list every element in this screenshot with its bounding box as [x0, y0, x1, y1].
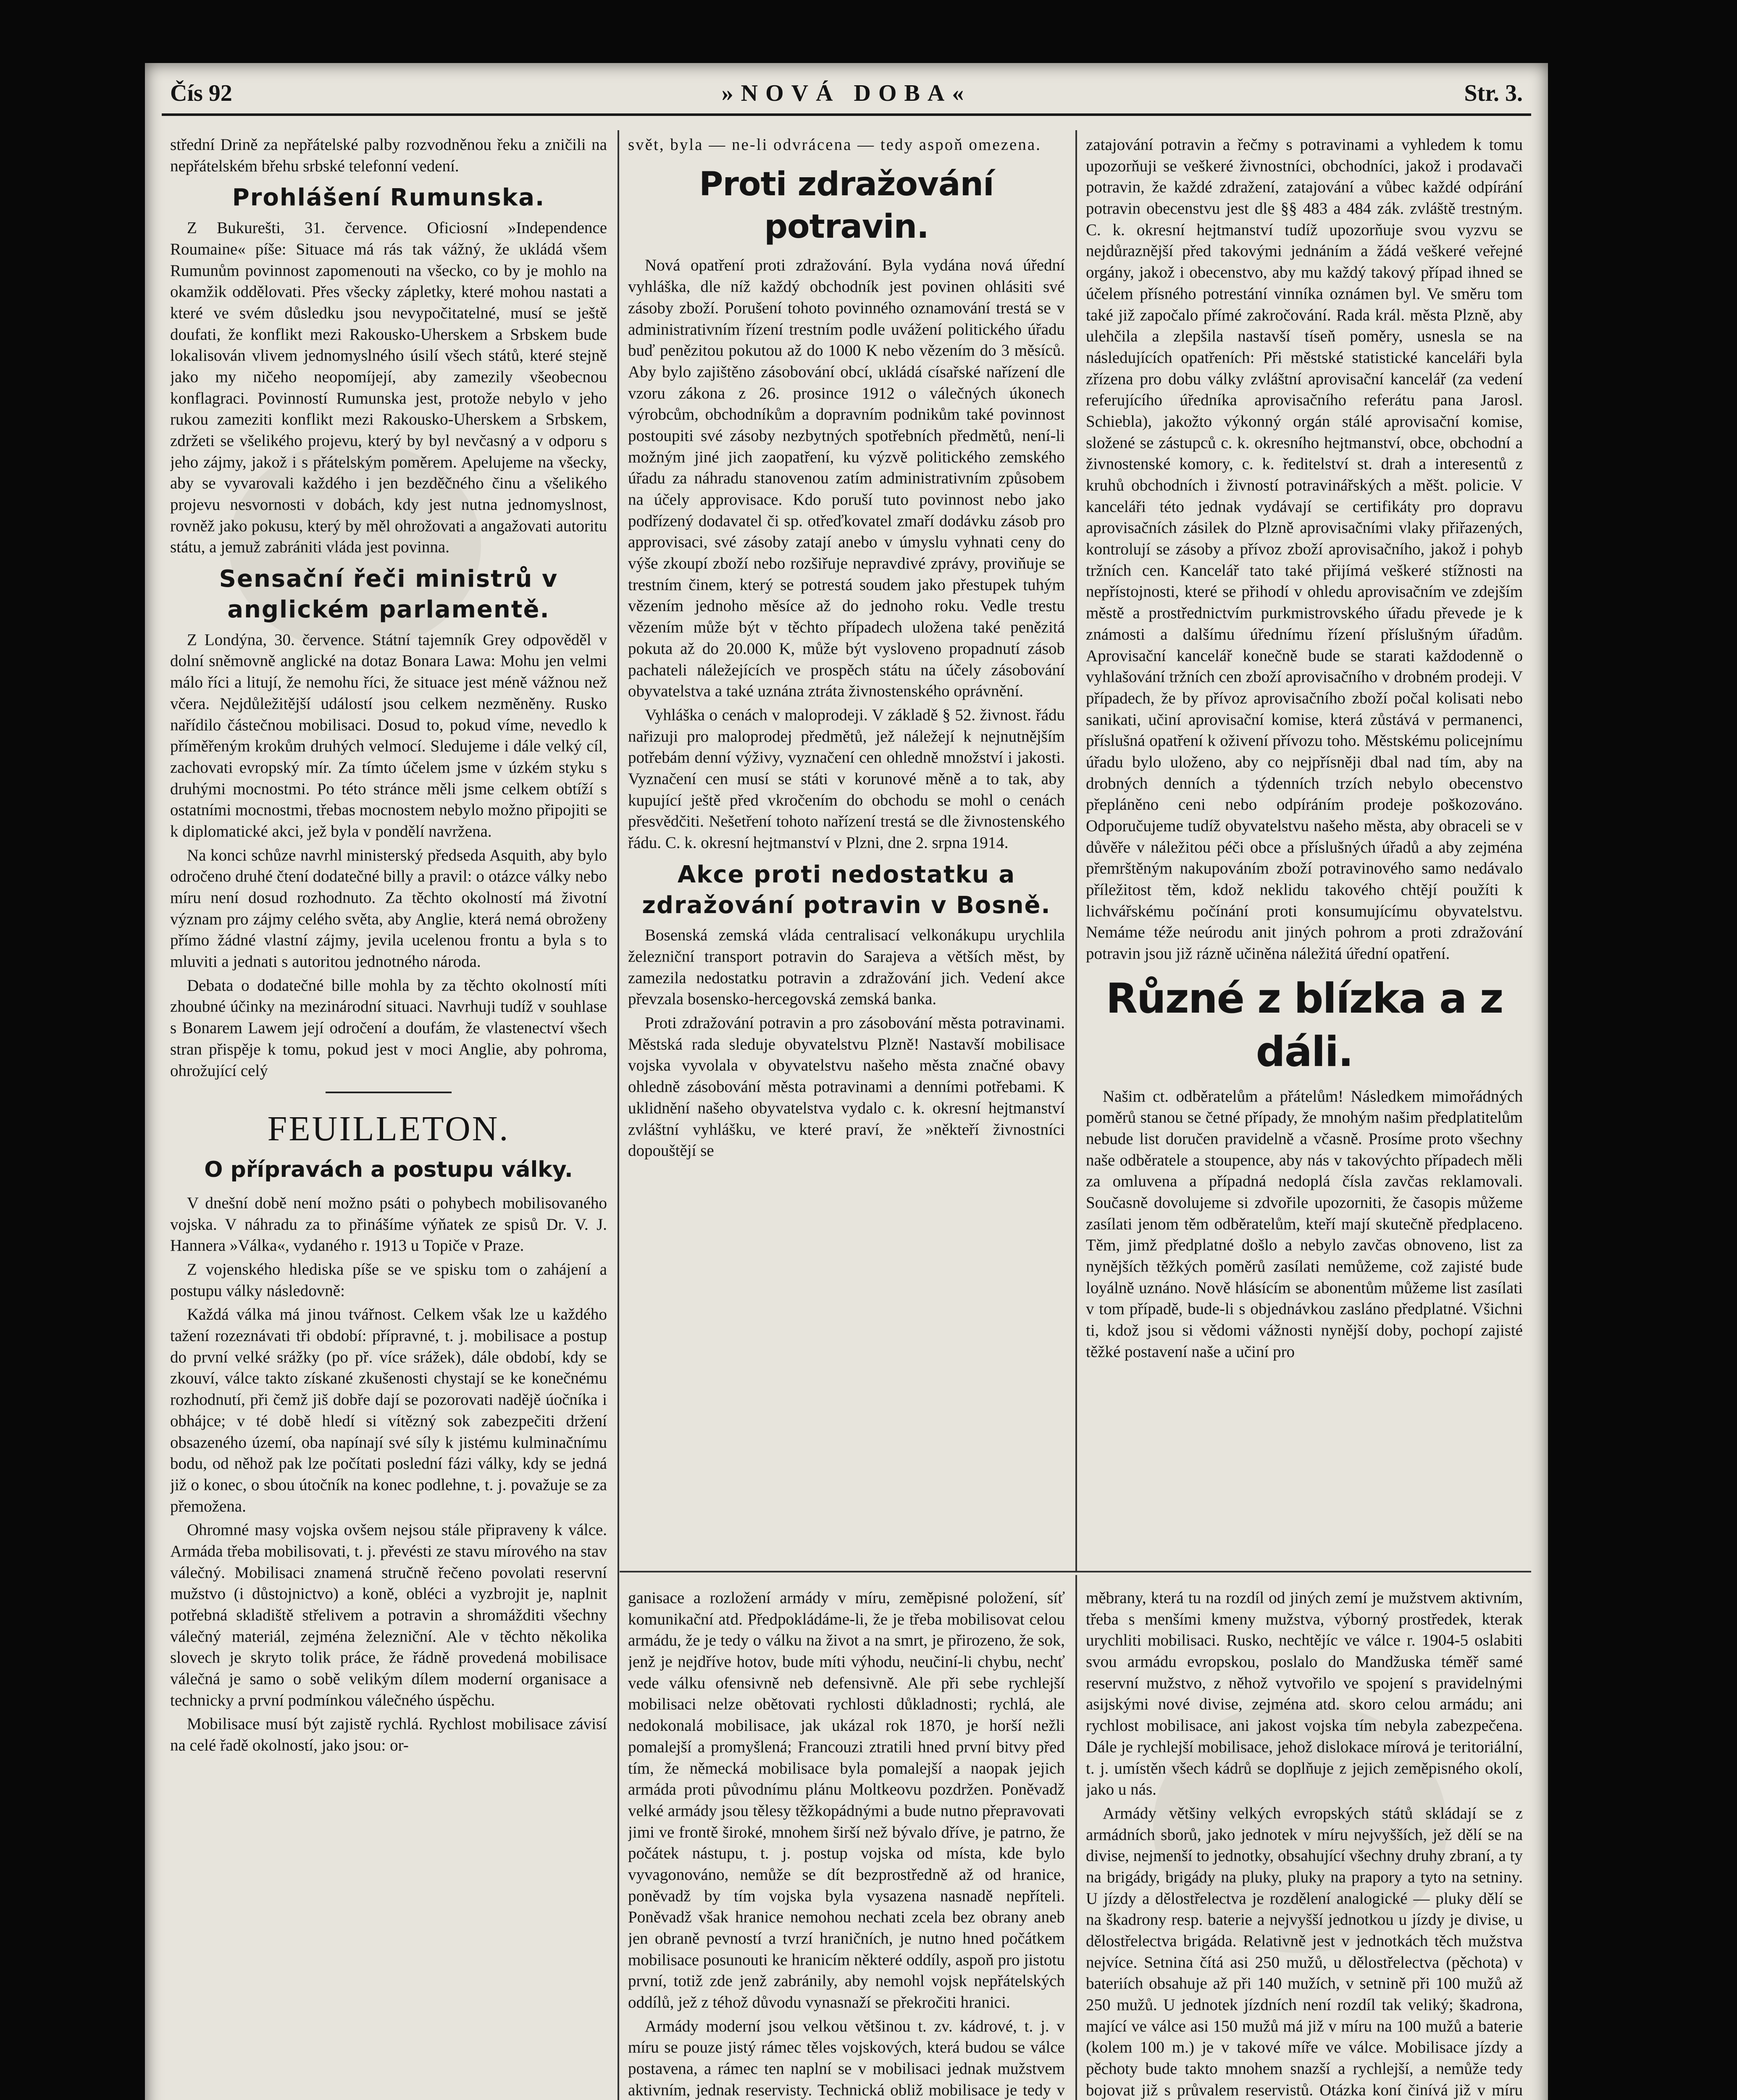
paragraph: Z Londýna, 30. července. Státní tajemník Grey odpověděl v dolní sněmovně anglické na dotaz Bonara Lawa: Mohu jen velmi málo říci a litují, že nemohu říci, že situace jest méně vážnou než včera. Nejdůležitější událostí jsou celkem nezměněny. Rusko nařídilo částečnou mobilisaci. Dosud to, pokud víme, nevedlo k příměřeným krokům druhých velmocí. Sledujeme i dále velký cíl, zachovati evropský mír. Za tímto účelem jsme v úzkém styku s druhými mocnostmi. Po této stránce měli jsme celkem obtíží s ostatními mocnostmi, třebas mocnostem nebylo možno připojiti se k diplomatické akci, jež byla v pondělí navržena.: [170, 630, 607, 840]
paragraph: Proti zdražování potravin a pro zásobování města potravinami. Městská rada sleduje obyvatelstvu Plzně! Nastavší mobilisace vojska vyvolala v obyvatelstvu našeho města značné obavy ohledně zásobování města potravinami a denními potřebami. K uklidnění našeho obyvatelstva vydalo c. k. okresní hejtmanství zvláštní vyhlášku, ve které praví, že »někteří živnostníci dopouštějí se: [628, 1014, 1065, 1160]
column-middle: [628, 134, 1065, 1583]
page-header: [170, 80, 1523, 118]
paragraph: Nová opatření proti zdražování. Byla vydána nová úřední vyhláška, dle níž každý obchodník jest povinen ohlásiti své zásoby zboží. Porušení tohoto povinného oznamování trestá se v administrativním řízení trestním podle uvážení politického úřadu buď penězitou pokutou až do 1000 K nebo vězením do 3 měsíců. Aby bylo zajištěno zásobování obcí, ukládá císařské nařízení dle vzoru zákona z 26. prosince 1912 o válečných úkonech výrobcům, obchodníkům a dopravním podnikům také povinnost postoupiti své zásoby nezbytných spotřebních předmětů, není-li možným jiné jich zaopatření, ku výzvě politického zemského úřadu za náhradu stanovenou zatím administrativním způsobem na účely approvisace. Kdo poruší tuto povinnost nebo jako podřízený dodavatel či sp. otřeďkovatel zmaří dodávku zásob pro approvisaci, své zásoby zatají anebo v úmyslu vyhnati ceny do výše zkoupí zboží nebo rozšiřuje nepravdivé zprávy, proviňuje se trestním činem, který se potrestá soudem jako přestupek tuhým vězením jednoho měsíce až do jednoho roku. Vedle trestu vězením může být v těchto případech uložena také penězitá pokuta až do 20.000 K, může být vysloveno propadnutí zásob pachateli náležejících ve prospěch státu na účely zásobování obyvatelstva a také uznána ztráta živnostenského oprávnění.: [628, 256, 1065, 701]
headline-ruzne: Různé z blízka a z dáli.: [1106, 974, 1503, 1076]
paragraph: V dnešní době není možno psáti o pohybech mobilisovaného vojska. V náhradu za to přinášíme výňatek ze spisů Dr. V. J. Hannera »Válka«, vydaného r. 1913 u Topiče v Praze.: [170, 1194, 607, 1255]
page-number: Str. 3.: [1464, 80, 1523, 106]
paragraph: Z Bukurešti, 31. července. Oficiosní »Independence Roumaine« píše: Situace má rás tak vážný, že ukládá všem Rumunům povinnost zapomenouti na všecko, co by je mohlo na okamžik oddělovati. Přes všecky zápletky, které mohou nastati a které ve svém důsledku jsou nevypočitatelné, musí se ještě doufati, že konflikt mezi Rakousko-Uherskem a Srbskem bude lokalisován vlivem jednomyslného úsilí všech států, které stejně jako my ničeho neopomíjejí, aby zamezily všeobecnou konflagraci. Povinností Rumunska jest, protože nebylo v jeho rukou zameziti konflikt mezi Rakousko-Uherskem a Srbskem, zdržeti se všelikého projevu, který by byl nevčasný a v odporu s jeho zájmy, jakož i s přátelským poměrem. Apelujeme na všecky, aby se vyvarovali každého i jen bezděčného činu a všelikého projevu nesvornosti v dobách, kdy jest nutna jednomyslnost, rovněž jako pokusu, který by měl ohrožovati a angažovati autoritu státu, a jemuž zabrániti vláda jest povinna.: [170, 219, 607, 556]
paragraph: Z vojenského hlediska píše se ve spisku tom o zahájení a postupu války následovně:: [170, 1260, 607, 1300]
headline-bosna: Akce proti nedostatku a zdražování potravin v Bosně.: [642, 861, 1051, 919]
column-right: [1086, 134, 1523, 1583]
paragraph: Vyhláška o cenách v maloprodeji. V základě § 52. živnost. řádu nařizuji pro maloprodej předmětů, jež náležejí k nejnutnějším potřebám denní výživy, vyznačení cen ohledně množství i jakosti. Vyznačení cen musí se státi v korunové měně a to tak, aby kupující ještě před vkročením do obchodu se mohl o cenách přesvědčiti. Nešetření tohoto nařízení trestá se dle živnostenského řádu. C. k. okresní hejtmanství v Plzni, dne 2. srpna 1914.: [628, 706, 1065, 852]
paragraph: Na konci schůze navrhl ministerský předseda Asquith, aby bylo odročeno druhé čtení dodatečné billy a pravil: o otázce války nebo míru není dosud rozhodnuto. Za těchto okolností má životní význam pro zájmy celého světa, aby Anglie, která nemá obroženy přímo žádné vlastní zájmy, jevila ucelenou frontu a byla s to mluviti a jednati s autoritou jednotného národa.: [170, 846, 607, 971]
column-divider: [1075, 130, 1077, 1571]
paragraph: Bosenská zemská vláda centralisací velkonákupu urychlila železniční transport potravin do Sarajeva a větších měst, by zamezila nedostatku potravin a zdražování jich. Vedení akce převzala bosensko-hercegovská zemská banka.: [628, 926, 1065, 1008]
paragraph: měbrany, která tu na rozdíl od jiných zemí je mužstvem aktivním, třeba s menšími kmeny mužstva, výborný prostředek, kterak urychliti mobilisaci. Rusko, nechtějíc ve válce r. 1904-5 oslabiti svou armádu evropskou, poslalo do Mandžuska téměř samé reservní mužstvo, z něhož vytvořilo ve spojení s pravidelnými asijskými nové divise, zejména atd. skoro celou armádu; ani rychlost mobilisace, ani jakost vojska tím nebyla zabezpečena. Dále je rychlejší mobilisace, jehož dislokace mírová je teritoriální, t. j. umístěn všech kádrů se doplňuje z jejich zeměpisného okolí, jako u nás.: [1086, 1589, 1523, 1799]
paragraph: Ohromné masy vojska ovšem nejsou stále připraveny k válce. Armáda třeba mobilisovati, t. j. převésti ze stavu mírového na stav válečný. Mobilisaci znamená stručně řečeno povolati reservní mužstvo (i důstojnictvo) a koně, obléci a vyzbrojit je, naplnit potřebná skladiště střelivem a potravin a shromážditi všechny válečný materiál, zejména železniční. Ale v těchto několika slovech je skryto tolik práce, že řádně provedená mobilisace válečná je samo o sobě velikým dílem moderní organisace a technicky a první podmínkou válečného úspěchu.: [170, 1521, 607, 1709]
feuilleton-heading: FEUILLETON.: [267, 1109, 510, 1149]
newspaper-page: [145, 63, 1548, 2100]
paragraph: Našim ct. odběratelům a přátelům! Následkem mimořádných poměrů stanou se četné případy, že mnohým našim předplatitelům nebude list doručen pravidelně a včasně. Prosíme proto všechny naše odběratele a stoupence, aby nás v takovýchto případech měli za omluvena a případná nedoplá čísla zavčas reklamovali. Současně dovolujeme si zdvořile upozorniti, že časopis můžeme zasílati jenom těm odběratelům, kteří mají skutečně předplaceno. Těm, jimž předplatné došlo a nebylo zavčas obnoveno, list za nynějších těžkých poměrů zasílati nemůžeme, což zajisté bude loyálně uznáno. Nově hlásícím se abonentům můžeme list zasílati v tom případě, bude-li s objednávkou zasláno předplatné. Všichni ti, kdož jsou si vědomi vážnosti nynější doby, pochopí zajisté těžké postavení naše a učiní pro: [1086, 1087, 1523, 1361]
header-rule: [162, 113, 1531, 116]
column-left: [170, 134, 607, 2100]
newspaper-title: »NOVÁ DOBA«: [721, 80, 972, 106]
feuilleton-rule: [326, 1092, 452, 1093]
column-middle-feuilleton: [628, 1588, 1065, 2100]
paragraph: Armády moderní jsou velkou většinou t. zv. kádrové, t. j. v míru se pouze jistý rámec těles vojskových, která budou se válce postavena, a rámec ten naplní se v mobilisaci jednak mužstvem aktivním, jednak reservisty. Technická obliž mobilisace je tedy v: [628, 2017, 1065, 2099]
feuilleton-title: O přípravách a postupu války.: [204, 1157, 573, 1183]
headline-main: Proti zdražování potravin.: [699, 165, 994, 246]
paragraph: Mobilisace musí být zajistě rychlá. Rychlost mobilisace závisí na celé řadě okolností, jako jsou: or-: [170, 1715, 607, 1755]
headline-rumunsko: Prohlášení Rumunska.: [232, 184, 545, 212]
paragraph: ganisace a rozložení armády v míru, zeměpisné položení, síť komunikační atd. Předpokládáme-li, že je třeba mobilisovat celou armádu, že je tedy o válku na život a na smrt, je přirozeno, že sok, jenž je nejdříve hotov, bude míti výhodu, neučiní-li chybu, nechť vede válku ofensivně neb defensivně. Ale při sebe rychlejší mobilisaci nelze obětovati rychlosti důkladnosti; rychlá, ale nedokonalá mobilisace, jak ukázal rok 1870, je horší nežli pomalejší a promyšlená; Francouzi ztratili hned první bitvy před tím, že německá mobilisace byla pomalejší a naopak jejich armáda proti původnímu plánu Moltkeovu pozdržen. Poněvadž velké armády jsou tělesy těžkopádnými a bude nutno přepravovati jimi ve frontě široké, mnohem širší než bývalo dříve, je patrno, že počátek nástupu, t. j. postup vojska od místa, kde bylo vyvagonováno, nemůže se dít bezprostředně až od hranice, poněvadž by tím vojska byla vysazena nasnadě nepříteli. Poněvadž však hranice nemohou nechati zcela bez obrany aneb jen obraně pevností a tvrzí hraničních, je nutno hned počátkem mobilisace posunouti ke hranicím některé oddíly, aspoň pro jistotu první, totiž zde jenž zabránily, aby nemohl vojsk nepřátelských oddílů, jež z téhož důvodu vynasnaží se překročiti hranici.: [628, 1589, 1065, 2012]
column-right-feuilleton: [1086, 1588, 1523, 2100]
paragraph: střední Drině za nepřátelské palby rozvodněnou řeku a zničili na nepřátelském břehu srbské telefonní vedení.: [170, 136, 607, 175]
paragraph: svět, byla — ne-li odvrácena — tedy aspoň omezena.: [628, 136, 1041, 154]
paragraph: Armády většiny velkých evropských států skládají se z armádních sborů, jako jednotek v míru nejvyšších, jež dělí se na divise, nejmenší to jednotky, obsahující všechny druhy zbraní, a ty na brigády, brigády na pluky, pluky na prapory a tyto na setniny. U jízdy a dělostřelectva je rozdělení analogické — pluky dělí se na škadrony resp. baterie a nejvyšší jednotkou u jízdy je divise, u dělostřelectva brigáda. Relativně jest v jednotkách těch mužstva nejvíce. Setnina čítá asi 250 mužů, u dělostřelectva (pěchota) v bateriích obsahuje až při 140 mužích, v setnině při 100 mužů až 250 mužů. U jednotek jízdních není rozdíl tak veliký; škadrona, mající ve válce asi 150 mužů má již v míru na 100 mužů a baterie (kolem 100 m.) je v takové míře ve válce. Mobilisace jízdy a pěchoty bude takto mnohem snazší a rychlejší, a nemůže tedy bojovat již s průvalem reservistů. Otázka koní činívá již v míru: [1086, 1804, 1523, 2099]
headline-anglie: Sensační řeči ministrů v anglickém parlamentě.: [219, 565, 558, 623]
paragraph: Každá válka má jinou tvářnost. Celkem však lze u každého tažení rozeznávati tři období: přípravné, t. j. mobilisace a postup do první velké srážky (po př. více srážek), dále období, kdy se zkouví, válce takto získané zkušenosti chystají se ke konečnému rozhodnutí, při čemž jiš dobře dají se pozorovati nadějě úočníka i obhájce; v té době hledí si vítězný sok zabezpečiti držení obsazeného území, oba napínají své síly k jistému kulminačnímu bodu, od něhož pak lze počítati poslední fázi války, kdy se jedná již o konec, o sbou útočník na konec podlehne, t. j. považuje se za přemožena.: [170, 1305, 607, 1515]
paragraph: Debata o dodatečné bille mohla by za těchto okolností míti zhoubné účinky na mezinárodní situaci. Navrhuji tudíž v souhlase s Bonarem Lawem její odročení a doufám, že vlastenectví všech stran přispěje k tomu, pokud jest v moci Anglie, aby pohroma, ohrožující celý: [170, 976, 607, 1080]
column-divider: [1075, 1575, 1077, 2100]
issue-number: Čís 92: [170, 80, 232, 106]
column-divider: [618, 130, 619, 2100]
paragraph: zatajování potravin a řečmy s potravinami a vyhledem k tomu upozorňuji se veškeré živnostníci, obchodníci, jakož i prodavači potravin, že každé zdražení, zatajování a vůbec každé odpírání potravin obecenstvu jest dle §§ 483 a 484 zák. zvláště trestným. C. k. okresní hejtmanství tudíž upozorňuje svou vyzvu se nejdůraznější před takovými jednáním a žádá veškeré veřejné orgány, jakož i obecenstvo, aby mu každý takový případ ihned se účelem přísného potrestání vinníka oznámen byl. Ve směru tom také již započalo přímé zakročování. Rada král. města Plzně, aby ulehčila a zlepšila nastavší tíseň poměry, usnesla se na následujících opatřeních: Při městské statistické kanceláři byla zřízena pro dobu války zvláštní aprovisační kancelář (za vedení referujícího úředníka aprovisačního referátu pana Jarosl. Schiebla), jakožto výkonný orgán stálé aprovisační komise, složené se zástupců c. k. okresního hejtmanství, obce, obchodní a živnostenské komory, c. k. ředitelství st. drah a interesentů z kruhů obchodních i živností potravinářských a měšt. policie. V kanceláři této jednak vydávají se certifikáty pro dopravu aprovisačních zásilek do Plzně aprovisačními vlaky přiřazených, kontrolují se zásoby a přívoz zboží aprovisačního, jakož i pohyb tržních cen. Kancelář tato také přijímá veškeré stížnosti na nepřístojnosti, které se přihodí v ohledu aprovisačním ve zdejším městě a prostřednictvím purkmistrovského úřadu převede je k známosti a dalšímu úřednímu řízení příslušným úřadům. Aprovisační kancelář konečně bude se starati každodenně o vyhlašování tržních cen zboží aprovisačního v drobném prodeji. V případech, že by přívoz aprovisačního zboží počal kolisati nebo sanikati, učiní aprovisační komise, která zůstává v permanenci, příslušná opatření k oživení přívozu toho. Městskému policejnímu úřadu bylo uloženo, aby co nejpřísněji dbal nad tím, aby na drobných denních a týdenních trzích nebylo obecenstvo přepláněno ceni nebo odpíráním prodeje poškozováno. Odporučujeme tudíž obyvatelstvu našeho města, aby obraceli se v důvěře v náležitou péči obce a příslušných úřadů a aby zejména přemrštěným nakupováním zboží potravinového samo nedávalo příležitost těm, kdož neklidu takového chtějí použíti k lichvářskému počínání proti konsumujícímu obyvatelstvu. Nemáme téže neúrodu anit jiných pohrom a proti zdražování potravin jsou již rázně učiněna náležitá úřední opatření.: [1086, 136, 1523, 963]
